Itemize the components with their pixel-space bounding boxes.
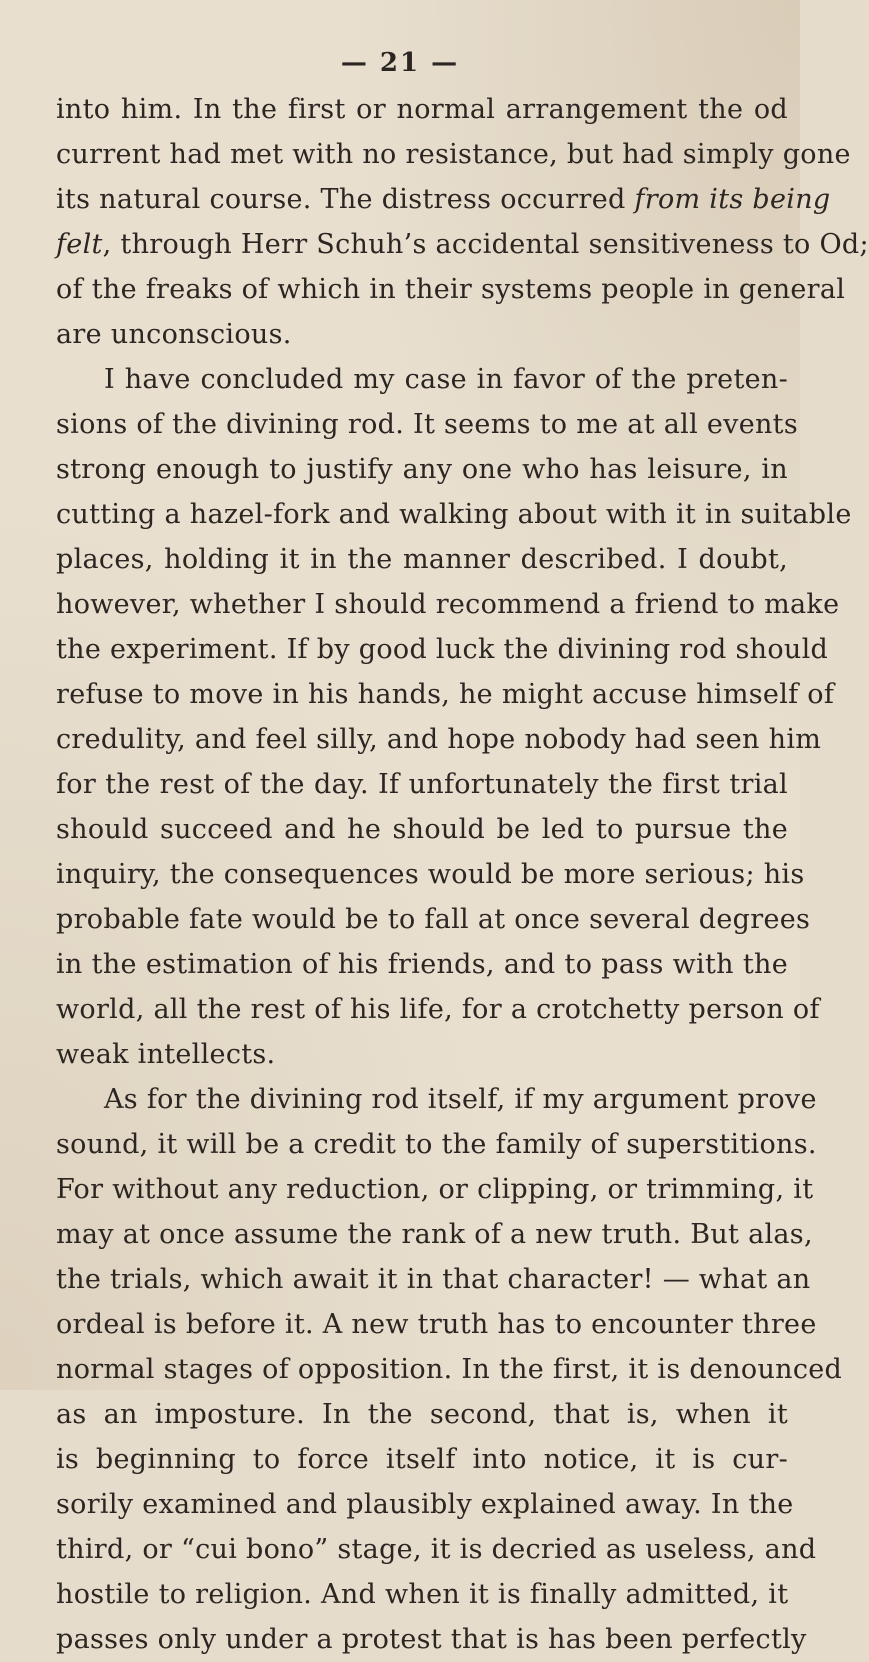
page-number: — 21 — bbox=[340, 48, 460, 78]
text-line: As for the divining rod itself, if my argument prove bbox=[104, 1084, 817, 1115]
text-line: credulity, and feel silly, and hope nobody had seen him bbox=[56, 724, 822, 755]
text-line: inquiry, the consequences would be more serious; his bbox=[56, 859, 805, 890]
text-line: weak intellects. bbox=[56, 1039, 276, 1070]
text-line: sorily examined and plausibly explained away. In the bbox=[56, 1489, 794, 1520]
text-line: sound, it will be a credit to the family of superstitions. bbox=[56, 1129, 817, 1160]
text-line: strong enough to justify any one who has leisure, in bbox=[56, 454, 788, 485]
text-line: may at once assume the rank of a new truth. But alas, bbox=[56, 1219, 813, 1250]
text-line: third, or “cui bono” stage, it is decried as useless, and bbox=[56, 1534, 817, 1565]
text-line: sions of the divining rod. It seems to me at all events bbox=[56, 409, 798, 440]
text-line: hostile to religion. And when it is finally admitted, it bbox=[56, 1579, 789, 1610]
text-line: the experiment. If by good luck the divining rod should bbox=[56, 634, 829, 665]
text-line: felt, through Herr Schuh’s accidental sensitiveness to Od; bbox=[56, 229, 869, 260]
text-line: the trials, which await it in that character! — what an bbox=[56, 1264, 811, 1295]
text-line: cutting a hazel-fork and walking about with it in suitable bbox=[56, 499, 852, 530]
text-line: places, holding it in the manner described. I doubt, bbox=[56, 544, 788, 575]
text-line: should succeed and he should be led to pursue the bbox=[56, 814, 788, 845]
text-line: in the estimation of his friends, and to pass with the bbox=[56, 949, 788, 980]
text-line: of the freaks of which in their systems people in general bbox=[56, 274, 846, 305]
text-line: as an imposture. In the second, that is, when it bbox=[56, 1399, 788, 1430]
text-line: into him. In the first or normal arrangement the od bbox=[56, 94, 788, 125]
emphasis-text: felt bbox=[56, 229, 103, 260]
text-line: is beginning to force itself into notice, it is cur- bbox=[56, 1444, 788, 1475]
text-line: ordeal is before it. A new truth has to encounter three bbox=[56, 1309, 817, 1340]
text-line: world, all the rest of his life, for a crotchetty person of bbox=[56, 994, 820, 1025]
text-line: for the rest of the day. If unfortunately the first trial bbox=[56, 769, 788, 800]
text-line: normal stages of opposition. In the first, it is denounced bbox=[56, 1354, 843, 1385]
text-line: are unconscious. bbox=[56, 319, 292, 350]
text-line: passes only under a protest that is has been perfectly bbox=[56, 1624, 807, 1655]
text-line: For without any reduction, or clipping, or trimming, it bbox=[56, 1174, 814, 1205]
emphasis-text: from its being bbox=[634, 184, 831, 215]
body-text bbox=[56, 87, 869, 1662]
text-line: refuse to move in his hands, he might accuse himself of bbox=[56, 679, 835, 710]
text-line: I have concluded my case in favor of the preten- bbox=[104, 364, 788, 395]
text-line: however, whether I should recommend a friend to make bbox=[56, 589, 840, 620]
text-line: its natural course. The distress occurred from its being bbox=[56, 184, 831, 215]
text-line: current had met with no resistance, but had simply gone bbox=[56, 139, 851, 170]
text-line: probable fate would be to fall at once several degrees bbox=[56, 904, 811, 935]
